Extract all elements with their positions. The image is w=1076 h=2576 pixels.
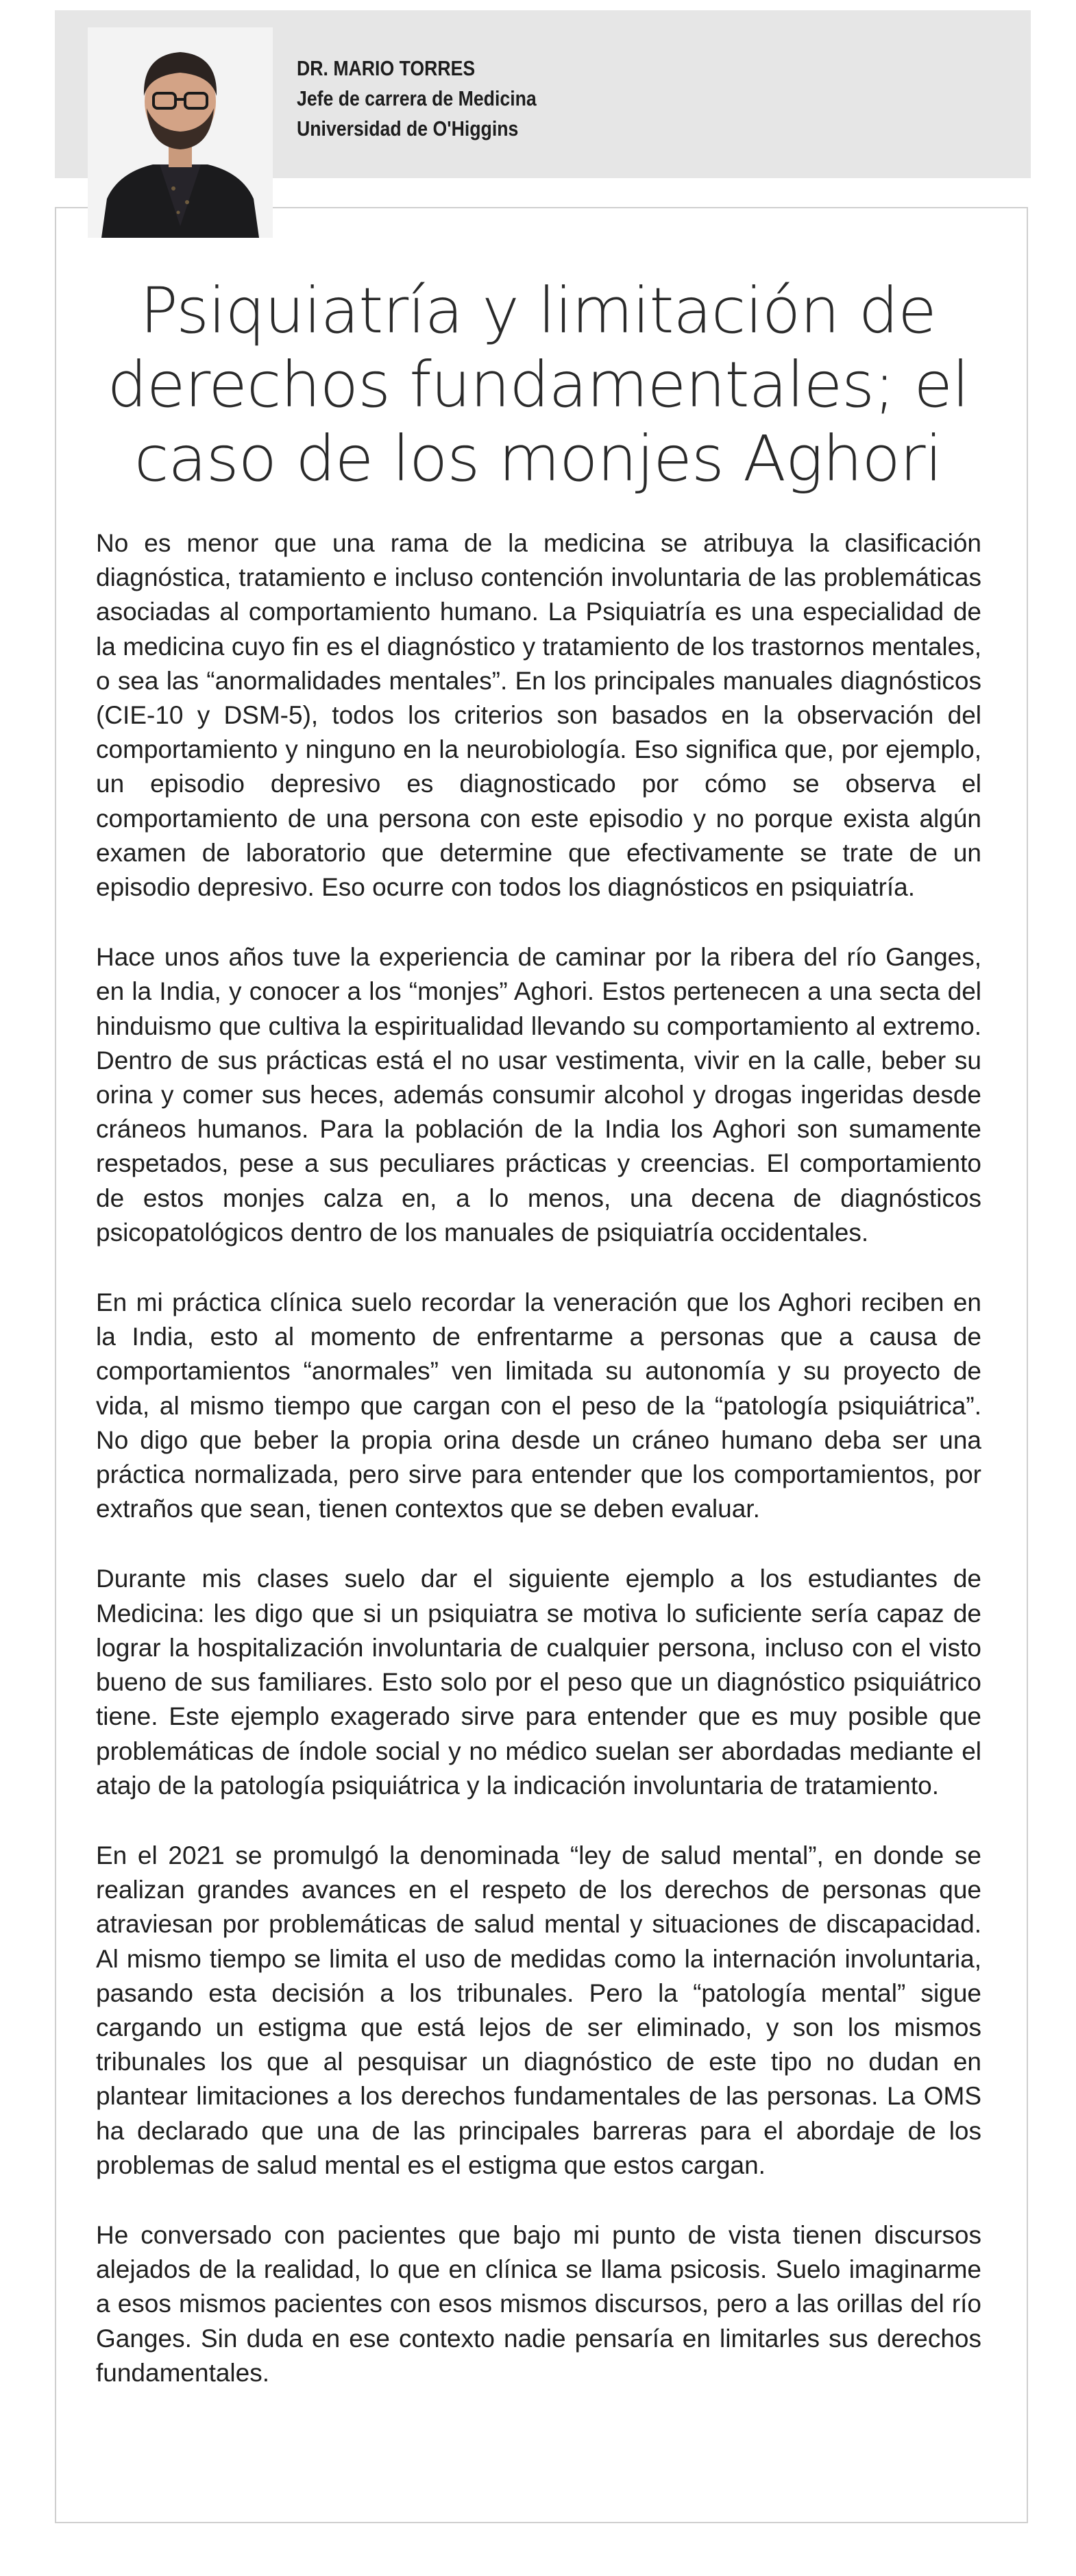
- author-institution: Universidad de O'Higgins: [297, 116, 519, 140]
- article-paragraph-4: Durante mis clases suelo dar el siguiente ejemplo a los estudiantes de Medicina: les digo que si un psiquiatra se motiva lo suficiente sería capaz de lograr la hospitalización involuntaria de cualquier persona, incluso con el visto bueno de sus familiares. Esto solo por el peso que un diagnóstico psiquiátrico tiene. Este ejemplo exagerado sirve para entender que es muy posible que problemáticas de índole social y no médico suelan ser abordadas mediante el atajo de la patología psiquiátrica y la indicación involuntaria de tratamiento.: [96, 1565, 981, 1800]
- article-paragraph-1: No es menor que una rama de la medicina se atribuya la clasificación diagnóstica, tratamiento e incluso contención involuntaria de las problemáticas asociadas al comportamiento humano. La Psiquiatría es una especialidad de la medicina cuyo fin es el diagnóstico y tratamiento de los trastornos mentales, o sea las “anormalidades mentales”. En los principales manuales diagnósticos (CIE-10 y DSM-5), todos los criterios son basados en la observación del comportamiento y ninguno en la neurobiología. Eso significa que, por ejemplo, un episodio depresivo es diagnosticado por cómo se observa el comportamiento de una persona con este episodio y no porque exista algún examen de laboratorio que determine que efectivamente se trate de un episodio depresivo. Eso ocurre con todos los diagnósticos en psiquiatría.: [96, 529, 981, 902]
- article-paragraph-5: En el 2021 se promulgó la denominada “ley de salud mental”, en donde se realizan grandes avances en el respeto de los derechos de personas que atraviesan por problemáticas de salud mental y situaciones de discapacidad. Al mismo tiempo se limita el uso de medidas como la internación involuntaria, pasando esta decisión a los tribunales. Pero la “patología mental” sigue cargando un estigma que está lejos de ser eliminado, y son los mismos tribunales los que al pesquisar un diagnóstico de este tipo no dudan en plantear limitaciones a los derechos fundamentales de las personas. La OMS ha declarado que una de las principales barreras para el abordaje de los problemas de salud mental es el estigma que estos cargan.: [96, 1841, 981, 2179]
- author-photo: [88, 27, 273, 238]
- article-body: [96, 526, 981, 2426]
- article-paragraph-3: En mi práctica clínica suelo recordar la veneración que los Aghori reciben en la India, esto al momento de enfrentarme a personas que a causa de comportamientos “anormales” ven limitada su autonomía y su proyecto de vida, al mismo tiempo que cargan con el peso de la “patología psiquiátrica”. No digo que beber la propia orina desde un cráneo humano deba ser una práctica normalizada, pero sirve para entender que los comportamientos, por extraños que sean, tienen contextos que se deben evaluar.: [96, 1288, 981, 1523]
- article-title: Psiquiatría y limitación de derechos fundamentales; el caso de los monjes Aghori: [107, 274, 969, 495]
- article-paragraph-6: He conversado con pacientes que bajo mi punto de vista tienen discursos alejados de la realidad, lo que en clínica se llama psicosis. Suelo imaginarme a esos mismos pacientes con esos mismos discursos, pero a las orillas del río Ganges. Sin duda en ese contexto nadie pensaría en limitarles sus derechos fundamentales.: [96, 2220, 981, 2387]
- article-paragraph-2: Hace unos años tuve la experiencia de caminar por la ribera del río Ganges, en la India, y conocer a los “monjes” Aghori. Estos pertenecen a una secta del hinduismo que cultiva la espiritualidad llevando su comportamiento al extremo. Dentro de sus prácticas está el no usar vestimenta, vivir en la calle, beber su orina y comer sus heces, además consumir alcohol y drogas ingeridas desde cráneos humanos. Para la población de la India los Aghori son sumamente respetados, pese a sus peculiares prácticas y creencias. El comportamiento de estos monjes calza en, a lo menos, una decena de diagnósticos psicopatológicos dentro de los manuales de psiquiatría occidentales.: [96, 943, 981, 1247]
- author-name: DR. MARIO TORRES: [297, 56, 476, 80]
- author-role: Jefe de carrera de Medicina: [297, 86, 537, 110]
- author-info: [297, 53, 576, 144]
